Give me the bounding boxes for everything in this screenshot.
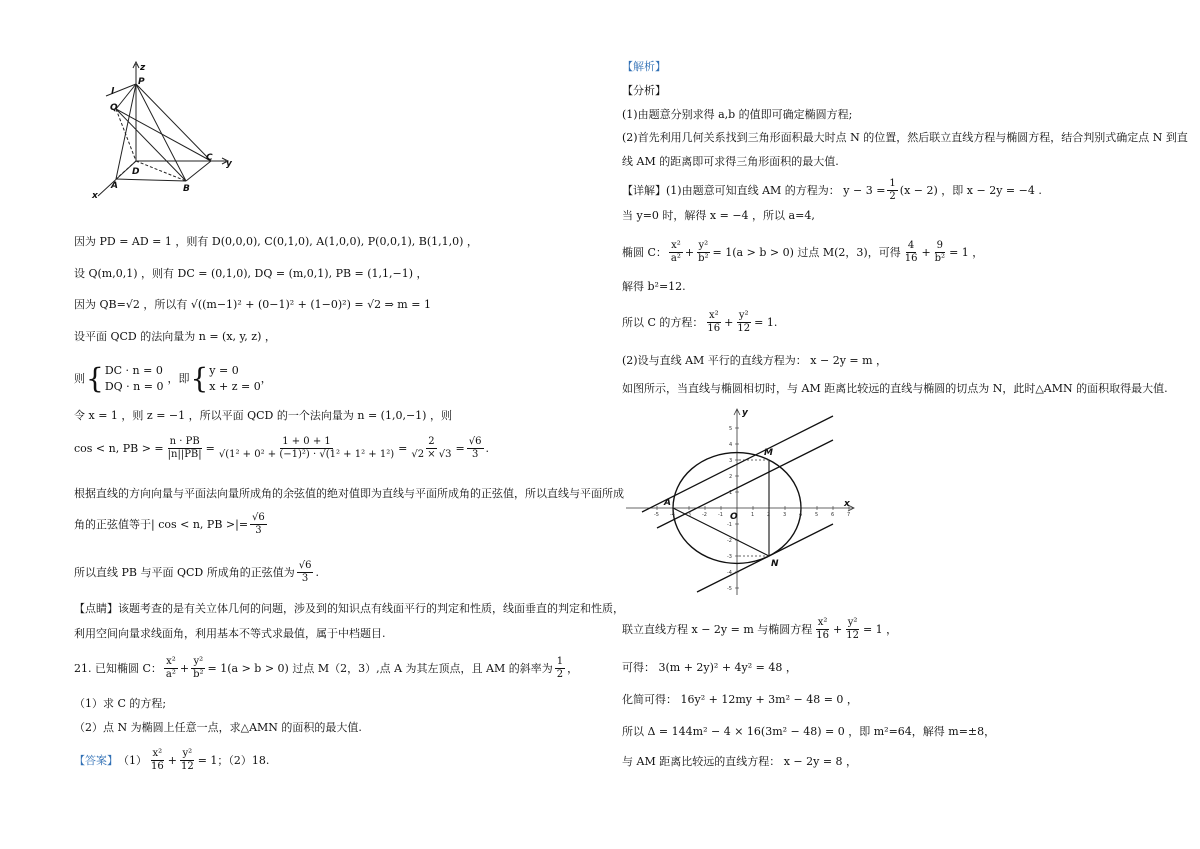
q21-part1: （1）求 C 的方程; [74, 697, 167, 710]
detail-8 [622, 617, 897, 642]
detail-8-tail: = 1 ， [862, 622, 898, 636]
ytick-5: 5 [729, 426, 733, 432]
fenxi-1: (1)由题意分别求得 a,b 的值即可确定椭圆方程; [622, 108, 853, 121]
answer-x2: x² [152, 748, 163, 759]
detail-3-plus1: + [684, 245, 695, 259]
answer-line [74, 748, 269, 773]
detail-1 [622, 178, 1042, 203]
detail-3-16: 16 [904, 253, 918, 264]
xtick-m4: -4 [670, 512, 675, 518]
detail-10: 化简可得： 16y² + 12my + 3m² − 48 = 0 ， [622, 693, 858, 706]
q21-body: = 1(a > b > 0) 过点 M（2，3）,点 A 为其左顶点，且 AM 的斜率为 [207, 661, 553, 675]
sine-lead: 角的正弦值等于 [74, 517, 151, 531]
eq-dc-n: DC · n = 0 [104, 364, 163, 377]
pyramid-figure [86, 56, 246, 206]
ytick-m3: -3 [727, 554, 732, 560]
detail-11: 所以 Δ = 144m² − 4 × 16(3m² − 48) = 0 ，即 m²=64，解得 m=±8， [622, 725, 996, 738]
ellipse-graph [622, 405, 862, 600]
detail-5-x2: x² [708, 310, 719, 321]
ytick-m1: -1 [727, 522, 732, 528]
detail-3-body: = 1(a > b > 0) 过点 M(2，3)，可得 [712, 245, 901, 259]
fenxi-3: 线 AM 的距离即可求得三角形面积的最大值. [622, 155, 839, 168]
xtick-4: 4 [799, 512, 803, 518]
cos-frac4-num: √6 [468, 436, 482, 447]
graph-label-A: A [664, 498, 671, 508]
q21-plus: + [179, 661, 190, 675]
ytick-4: 4 [729, 442, 733, 448]
detail-3-9: 9 [936, 240, 944, 251]
label-y: y [226, 159, 232, 169]
conclusion-tail: . [315, 565, 319, 579]
detail-1-lead: 【详解】(1)由题意可知直线 AM 的方程为： y − 3 = [622, 183, 886, 197]
q21-slope-den: 2 [556, 669, 564, 680]
detail-3-4: 4 [907, 240, 915, 251]
detail-5-tail: = 1. [754, 315, 778, 329]
cos-frac3-den: √2 × √3 [411, 449, 452, 460]
graph-label-y: y [742, 408, 748, 418]
detail-5-y2: y² [738, 310, 749, 321]
detail-3-lead: 椭圆 C： [622, 245, 667, 259]
label-x: x [92, 191, 98, 201]
label-P: P [138, 77, 145, 87]
ytick-m2: -2 [727, 538, 732, 544]
cos-frac2-num: 1 + 0 + 1 [282, 436, 331, 447]
ytick-2: 2 [729, 474, 733, 480]
detail-5-plus: + [724, 315, 734, 329]
cos-lead: cos < n, PB > = [74, 441, 164, 455]
line-normal-vector: 设平面 QCD 的法向量为 n = (x, y, z) ， [74, 330, 276, 343]
detail-5-12: 12 [737, 323, 751, 334]
detail-8-plus: + [833, 622, 843, 636]
detail-2: 当 y=0 时，解得 x = −4 ，所以 a=4, [622, 209, 815, 222]
detail-6: (2)设与直线 AM 平行的直线方程为： x − 2y = m ， [622, 354, 888, 367]
answer-plus: + [167, 753, 177, 767]
detail-8-lead: 联立直线方程 x − 2y = m 与椭圆方程 [622, 622, 813, 636]
conclusion-den: 3 [301, 573, 309, 584]
xtick-m2: -2 [702, 512, 707, 518]
ytick-1: 1 [729, 490, 733, 496]
detail-3-plus2: + [921, 245, 931, 259]
q21-y2: y² [193, 656, 204, 667]
q21-part2: （2）点 N 为椭圆上任意一点，求△AMN 的面积的最大值. [74, 721, 362, 734]
xtick-5: 5 [815, 512, 819, 518]
detail-3 [622, 240, 983, 265]
answer-16: 16 [151, 761, 164, 772]
detail-1-num: 1 [889, 178, 896, 189]
xtick-m1: -1 [718, 512, 723, 518]
detail-1-tail: (x − 2) ，即 x − 2y = −4 . [899, 183, 1042, 197]
conclusion-lead: 所以直线 PB 与平面 QCD 所成角的正弦值为 [74, 565, 295, 579]
detail-3-b2: b² [698, 253, 709, 264]
sine-den: 3 [255, 525, 262, 536]
detail-3-b2b: b² [934, 253, 946, 264]
detail-1-den: 2 [889, 191, 896, 202]
label-B: B [183, 184, 190, 194]
graph-label-x: x [844, 499, 850, 509]
ytick-m5: -5 [727, 586, 732, 592]
answer-y2: y² [182, 748, 193, 759]
eq-y: y = 0 [209, 364, 239, 377]
xtick-2: 2 [767, 512, 771, 518]
sine-abs: | cos < n, PB >|= [151, 517, 249, 531]
q21-slope-num: 1 [556, 656, 564, 667]
detail-3-tail: = 1 ， [949, 245, 984, 259]
answer-12: 12 [180, 761, 194, 772]
detail-5 [622, 310, 777, 335]
comment-line-2: 利用空间向量求线面角，利用基本不等式求最值，属于中档题目. [74, 627, 386, 640]
xtick-1: 1 [751, 512, 755, 518]
cos-frac3-num: 2 [428, 436, 435, 447]
line-sine-value [74, 512, 269, 537]
line-conclusion [74, 560, 319, 585]
eq-dq-n: DQ · n = 0 [104, 380, 164, 393]
line-normal-result: 令 x = 1 ，则 z = −1 ，所以平面 QCD 的一个法向量为 n = (1,0,−1) ，则 [74, 409, 452, 422]
q21-b2: b² [193, 669, 204, 680]
cosine-formula: cos < n, PB > = $\frac{n \cdot PB}{|n||PB|}$ = $\frac{1 + 0 + 1}{\text{√(1² + 0² + (−1)²) · √(1² + 1² + 1²)}}$ = $\frac{2}{√2 \times √3}$ = $\frac{√6}{3}$ . [74, 436, 489, 460]
system-equations [74, 363, 272, 395]
fenxi-tag: 【分析】 [622, 84, 666, 97]
detail-3-x2: x² [671, 240, 681, 251]
comment-line-1: 【点睛】该题考查的是有关立体几何的问题，涉及到的知识点有线面平行的判定和性质，线面垂直的判定和性质， [74, 602, 624, 615]
label-D: D [132, 167, 140, 177]
label-z: z [140, 63, 146, 73]
tangent-lower [697, 524, 833, 592]
detail-9: 可得： 3(m + 2y)² + 4y² = 48 ， [622, 661, 797, 674]
answer-tag: 【答案】 [74, 753, 118, 767]
graph-label-N: N [771, 559, 779, 569]
xtick-3: 3 [783, 512, 787, 518]
label-C: C [206, 153, 213, 163]
cos-frac1-den: |n||PB| [167, 449, 202, 460]
q21-x2: x² [166, 656, 176, 667]
label-l: l [111, 87, 115, 97]
answer-tail: = 1；（2）18. [197, 753, 270, 767]
detail-12: 与 AM 距离比较远的直线方程： x − 2y = 8 ， [622, 755, 858, 768]
conclusion-num: √6 [298, 560, 312, 571]
xtick-m5: -5 [654, 512, 659, 518]
eq-xz: x + z = 0 [209, 380, 261, 393]
detail-8-12: 12 [846, 630, 859, 641]
q21-tail: ， [567, 661, 579, 675]
brace-2: { [190, 362, 209, 395]
detail-3-a2: a² [670, 253, 681, 264]
graph-label-O: O [730, 512, 738, 522]
label-A: A [111, 181, 118, 191]
label-Q: Q [110, 103, 118, 113]
graph-label-M: M [764, 448, 773, 458]
answer-p1: （1） [118, 753, 147, 767]
detail-8-x2: x² [817, 617, 828, 628]
q21-a2: a² [165, 669, 176, 680]
detail-5-lead: 所以 C 的方程： [622, 315, 704, 329]
brace-1: { [86, 362, 104, 395]
fenxi-2: (2)首先利用几何关系找到三角形面积最大时点 N 的位置，然后联立直线方程与椭圆方程，结合判别式确定点 N 到直 [622, 131, 1188, 144]
detail-8-16: 16 [816, 630, 829, 641]
cos-frac1-num: n · PB [169, 436, 200, 447]
line-sine-explain: 根据直线的方向向量与平面法向量所成角的余弦值的绝对值即为直线与平面所成角的正弦值，所以直线与平面所成 [74, 487, 624, 500]
detail-4: 解得 b²=12. [622, 280, 686, 293]
xtick-m3: -3 [686, 512, 691, 518]
line-qb-length: 因为 QB=√2 ，所以有 √((m−1)² + (0−1)² + (1−0)²) = √2 ⇒ m = 1 [74, 298, 431, 311]
ytick-m4: -4 [727, 570, 732, 576]
q21-lead: 21. 已知椭圆 C： [74, 661, 162, 675]
system-lead: 则 [74, 372, 85, 385]
xtick-7: 7 [847, 512, 851, 518]
cos-frac4-den: 3 [471, 449, 479, 460]
line-vectors: 设 Q(m,0,1) ，则有 DC = (0,1,0), DQ = (m,0,1), PB = (1,1,−1) ， [74, 267, 428, 280]
detail-7: 如图所示，当直线与椭圆相切时，与 AM 距离比较远的直线与椭圆的切点为 N，此时△AMN 的面积取得最大值. [622, 382, 1168, 395]
system-tail: ， [260, 372, 272, 385]
cos-frac2-den: √(1² + 0² + (−1)²) · √(1² + 1² + 1²) [218, 449, 395, 460]
analysis-tag: 【解析】 [622, 60, 666, 73]
detail-8-y2: y² [847, 617, 858, 628]
ytick-3: 3 [729, 458, 733, 464]
sine-num: √6 [252, 512, 265, 523]
question-21 [74, 656, 578, 681]
detail-5-16: 16 [707, 323, 721, 334]
xtick-6: 6 [831, 512, 835, 518]
system-mid: ，即 [167, 372, 190, 385]
detail-3-y2: y² [698, 240, 709, 251]
line-coordinates: 因为 PD = AD = 1 ，则有 D(0,0,0), C(0,1,0), A(1,0,0), P(0,0,1), B(1,1,0) ， [74, 235, 478, 248]
